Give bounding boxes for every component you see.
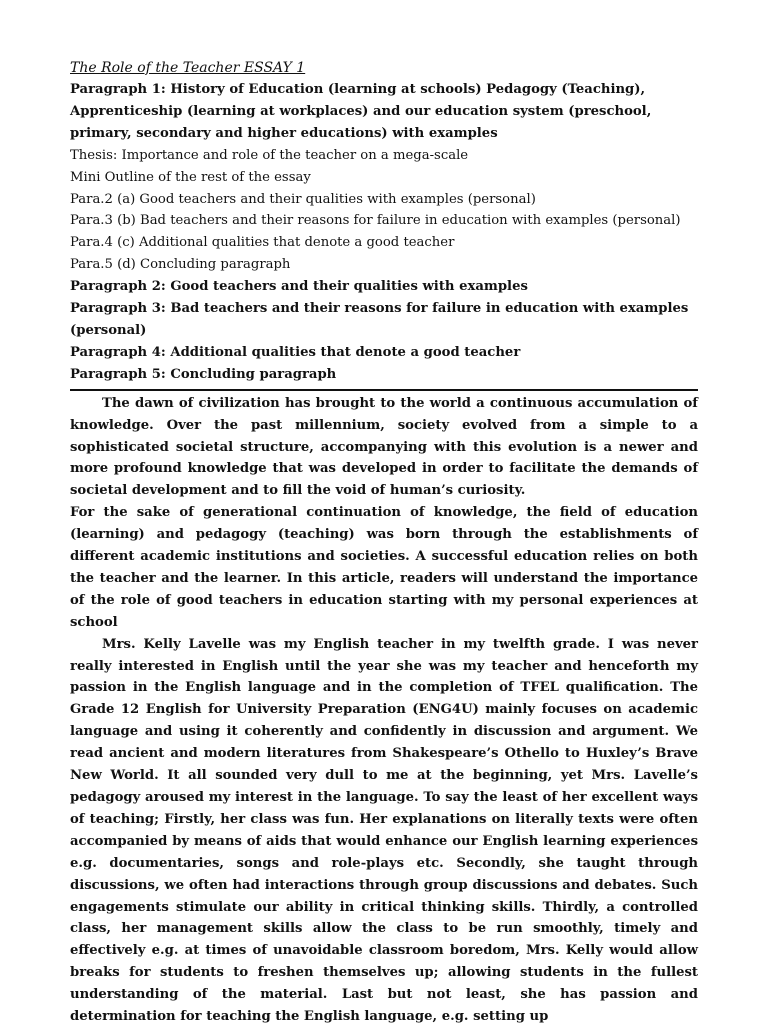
essay-outline bbox=[70, 79, 698, 386]
outline-line: Paragraph 1: History of Education (learning at schools) Pedagogy (Teaching), Apprenticeship (learning at workplaces) and our education system (preschool, primary, secondary and higher educations) with examples bbox=[70, 82, 652, 141]
essay-body bbox=[70, 393, 698, 1028]
outline-line: Paragraph 5: Concluding paragraph bbox=[70, 366, 337, 382]
outline-line: Para.2 (a) Good teachers and their qualities with examples (personal) bbox=[70, 191, 536, 207]
body-paragraph: For the sake of generational continuation of knowledge, the field of education (learning) and pedagogy (teaching) was born through the establishments of different academic institutions and societies. A successful education relies on both the teacher and the learner. In this article, readers will understand the importance of the role of good teachers in education starting with my personal experiences at school bbox=[70, 505, 698, 630]
outline-line: Paragraph 4: Additional qualities that denote a good teacher bbox=[70, 344, 521, 360]
outline-line: Paragraph 3: Bad teachers and their reasons for failure in education with examples (personal) bbox=[70, 301, 689, 338]
body-paragraph: Mrs. Kelly Lavelle was my English teacher in my twelfth grade. I was never really interested in English until the year she was my teacher and henceforth my passion in the English language and in the completion of TFEL qualification. The Grade 12 English for University Preparation (ENG4U) mainly focuses on academic language and using it coherently and confidently in discussion and argument. We read ancient and modern literatures from Shakespeare’s Othello to Huxley’s Brave New World. It all sounded very dull to me at the beginning, yet Mrs. Lavelle’s pedagogy aroused my interest in the language. To say the least of her excellent ways of teaching; Firstly, her class was fun. Her explanations on literally texts were often accompanied by means of aids that would enhance our English learning experiences e.g. documentaries, songs and role-plays etc. Secondly, she taught through discussions, we often had interactions through group discussions and debates. Such engagements stimulate our ability in critical thinking skills. Thirdly, a controlled class, her management skills allow the class to be run smoothly, timely and effectively e.g. at times of unavoidable classroom boredom, Mrs. Kelly would allow breaks for students to freshen themselves up; allowing students in the fullest understanding of the material. Last but not least, she has passion and determination for teaching the English language, e.g. setting up bbox=[70, 636, 698, 1025]
outline-line: Para.4 (c) Additional qualities that denote a good teacher bbox=[70, 235, 455, 251]
essay-title: The Role of the Teacher ESSAY 1 bbox=[70, 60, 306, 76]
outline-line: Paragraph 2: Good teachers and their qualities with examples bbox=[70, 279, 528, 295]
outline-line: Thesis: Importance and role of the teacher on a mega-scale bbox=[70, 147, 469, 163]
section-divider bbox=[70, 389, 698, 391]
body-paragraph: The dawn of civilization has brought to the world a continuous accumulation of knowledge. Over the past millennium, society evolved from a simple to a sophisticated societal structure, accompanying with this evolution is a newer and more profound knowledge that was developed in order to facilitate the demands of societal development and to fill the void of human’s curiosity. bbox=[70, 395, 698, 499]
outline-line: Para.3 (b) Bad teachers and their reasons for failure in education with examples (personal) bbox=[70, 213, 681, 229]
outline-line: Mini Outline of the rest of the essay bbox=[70, 169, 311, 185]
outline-line: Para.5 (d) Concluding paragraph bbox=[70, 257, 291, 273]
